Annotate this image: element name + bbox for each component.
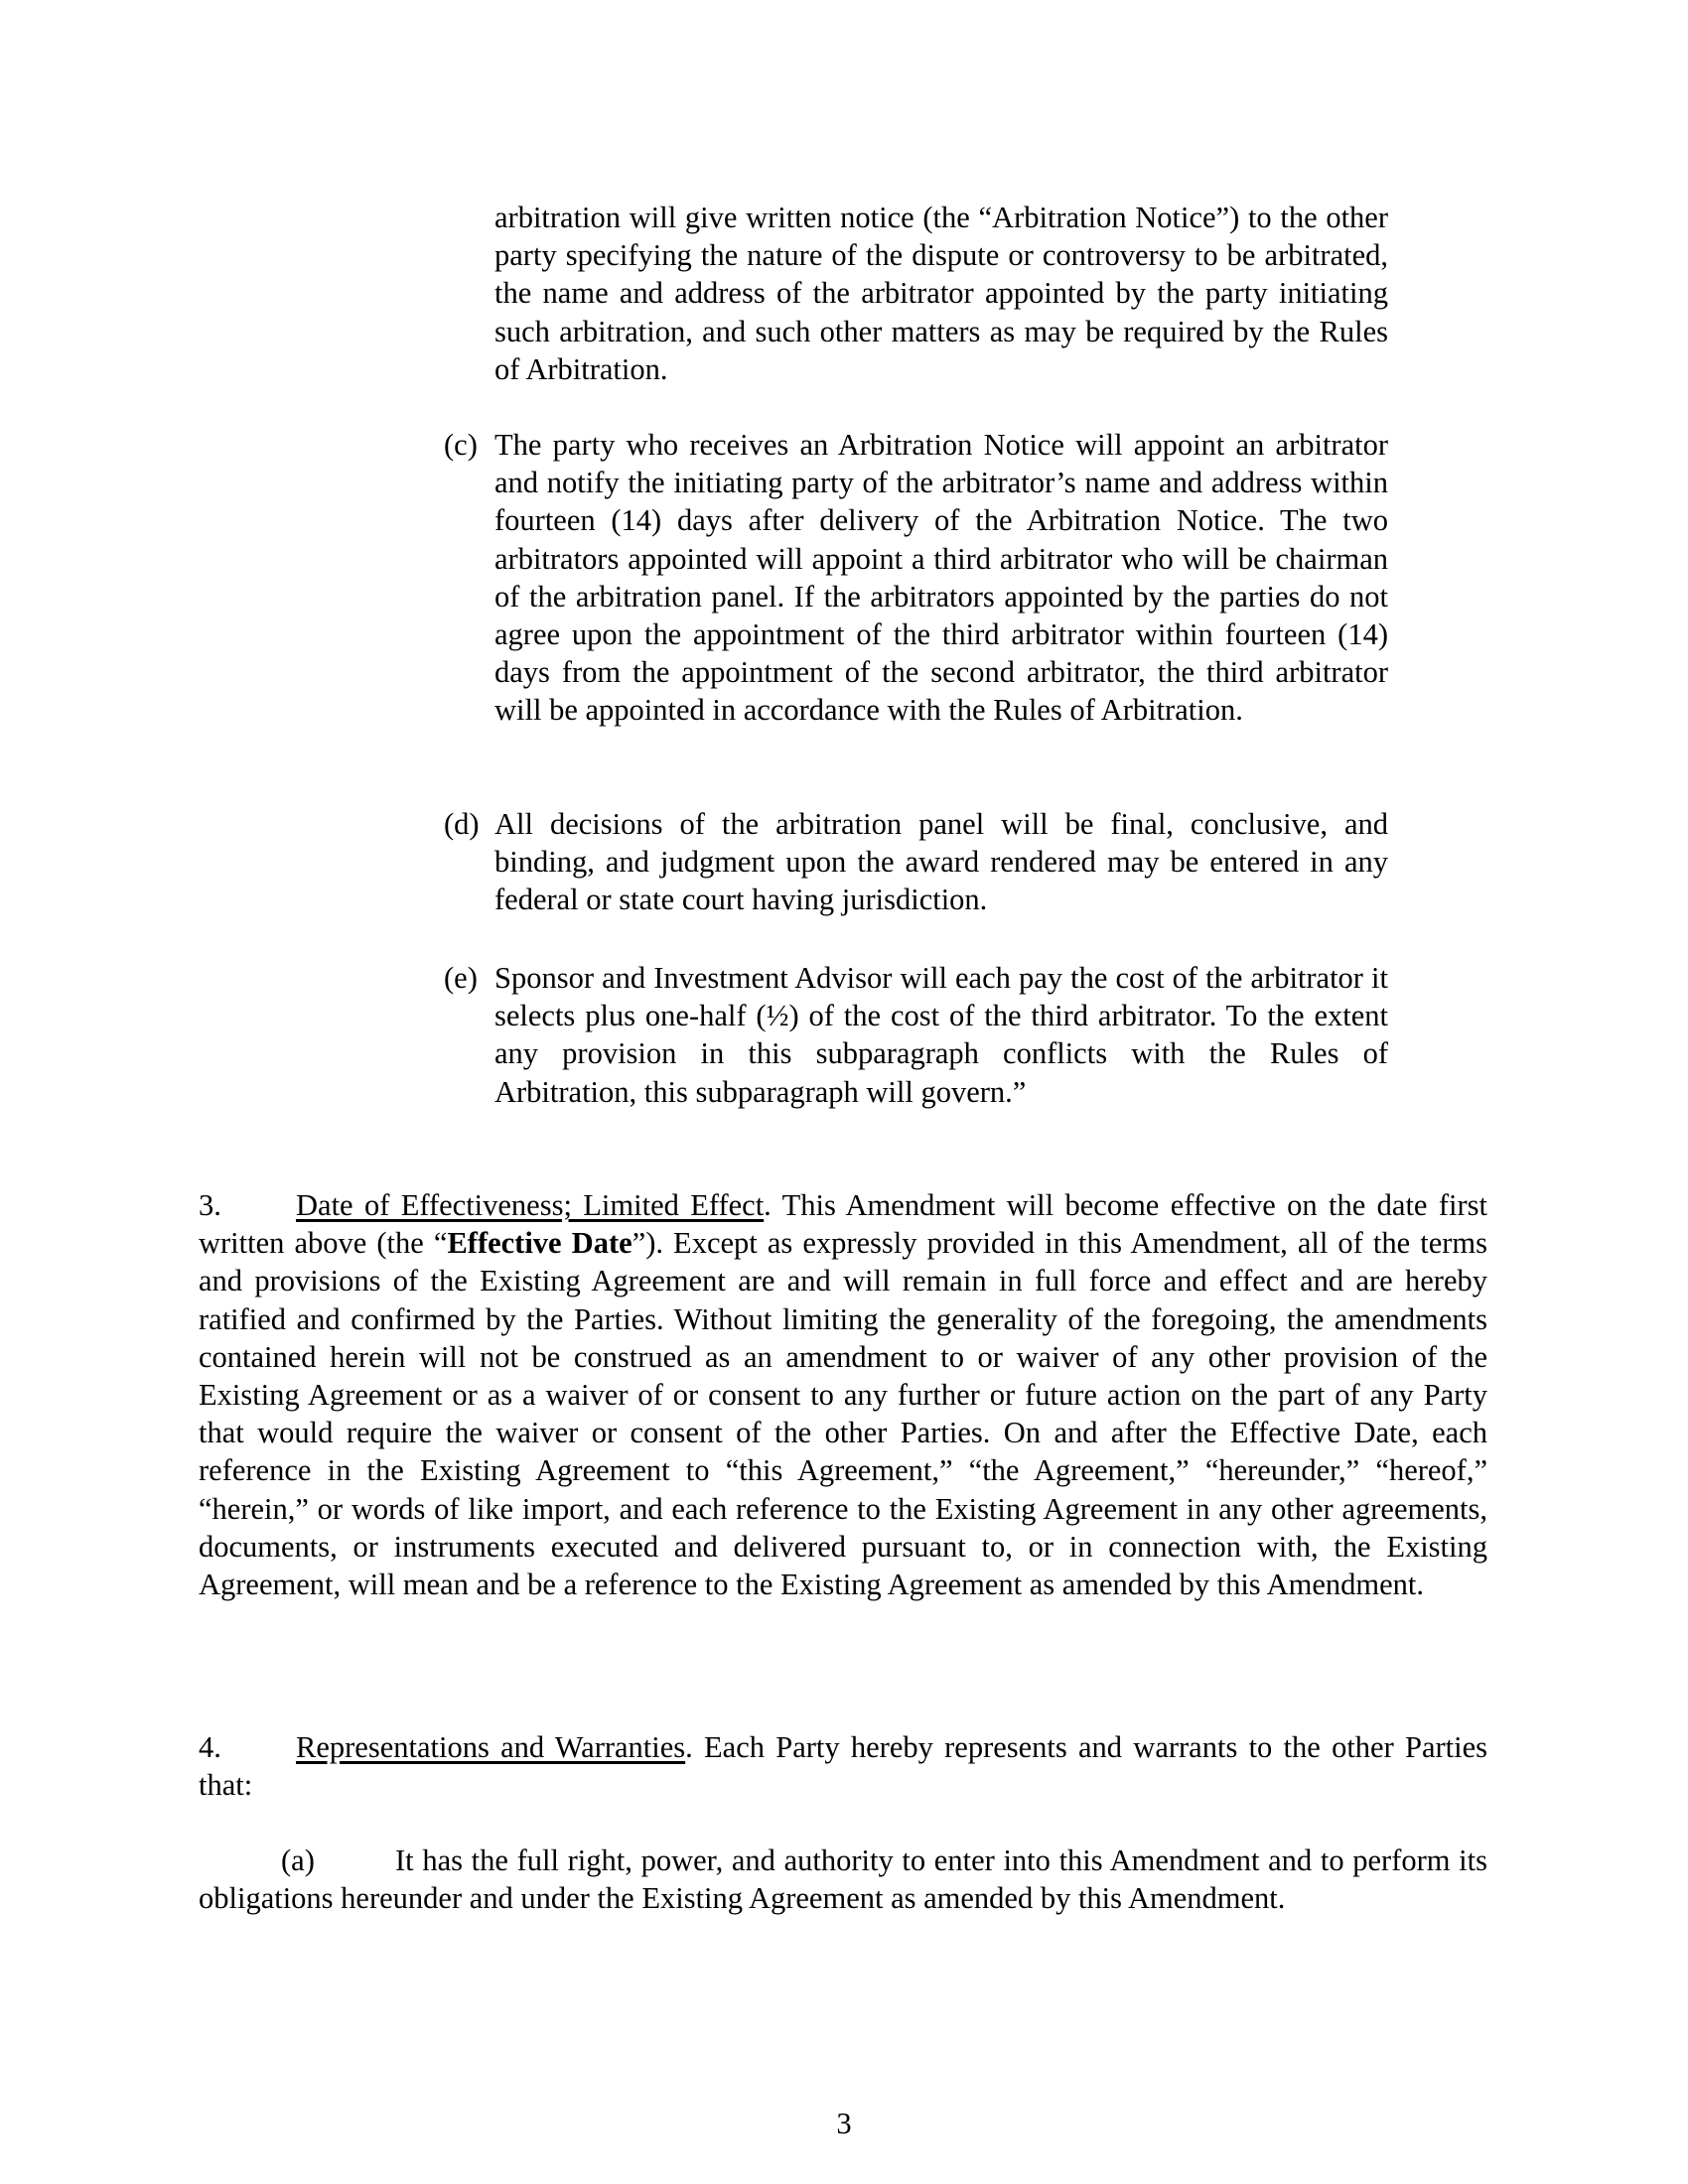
- section-3: [199, 1186, 1487, 1603]
- subparagraph-d: [444, 805, 1388, 919]
- subparagraph-c-marker: (c): [444, 428, 478, 462]
- section-4-text: . Each Party hereby represents and warrants to the other Parties that:: [199, 1730, 1487, 1803]
- subparagraph-c: [444, 426, 1388, 730]
- section-3-heading: Date of Effectiveness; Limited Effect: [296, 1188, 765, 1222]
- paragraph-4a-marker: (a): [281, 1843, 315, 1877]
- section-4-number: 4.: [199, 1730, 221, 1764]
- subparagraph-d-marker: (d): [444, 807, 480, 841]
- subparagraph-e: [444, 959, 1388, 1111]
- section-3-text-before-term: . This Amendment will become effective on the date first written above (the “: [199, 1188, 1487, 1261]
- effective-date-defined-term: Effective Date: [447, 1226, 633, 1261]
- paragraph-4a-text: It has the full right, power, and authority to enter into this Amendment and to perform its obligations hereunder and under the Existing Agreement as amended by this Amendment.: [199, 1843, 1487, 1916]
- section-4: [199, 1728, 1487, 1804]
- section-3-text-after-term: ”). Except as expressly provided in this Amendment, all of the terms and provisions of the Existing Agreement are and will remain in full force and effect and are hereby ratified and confirmed by the Parties. Without limiting the generality of the foregoing, the amendments contained herein will not be construed as an amendment to or waiver of any other provision of the Existing Agreement or as a waiver of or consent to any further or future action on the part of any Party that would require the waiver or consent of the other Parties. On and after the Effective Date, each reference in the Existing Agreement to “this Agreement,” “the Agreement,” “hereunder,” “hereof,” “herein,” or words of like import, and each reference to the Existing Agreement in any other agreements, documents, or instruments executed and delivered pursuant to, or in connection with, the Existing Agreement, will mean and be a reference to the Existing Agreement as amended by this Amendment.: [199, 1226, 1488, 1602]
- section-4-heading: Representations and Warranties: [296, 1730, 686, 1764]
- page-number: 3: [836, 2107, 852, 2140]
- subparagraph-d-text: All decisions of the arbitration panel will be final, conclusive, and binding, and judgment upon the award rendered may be entered in any federal or state court having jurisdiction.: [494, 807, 1388, 917]
- section-3-number: 3.: [199, 1188, 221, 1222]
- subparagraph-c-text: The party who receives an Arbitration Notice will appoint an arbitrator and notify the initiating party of the arbitrator’s name and address within fourteen (14) days after delivery of the Arbitration Notice. The two arbitrators appointed will appoint a third arbitrator who will be chairman of the arbitration panel. If the arbitrators appointed by the parties do not agree upon the appointment of the third arbitrator within fourteen (14) days from the appointment of the second arbitrator, the third arbitrator will be appointed in accordance with the Rules of Arbitration.: [494, 428, 1388, 728]
- subparagraph-b-continuation: arbitration will give written notice (the “Arbitration Notice”) to the other party specifying the nature of the dispute or controversy to be arbitrated, the name and address of the arbitrator appointed by the party initiating such arbitration, and such other matters as may be required by the Rules of Arbitration.: [494, 201, 1388, 386]
- subparagraph-e-text: Sponsor and Investment Advisor will each pay the cost of the arbitrator it selects plus one-half (½) of the cost of the third arbitrator. To the extent any provision in this subparagraph conflicts with the Rules of Arbitration, this subparagraph will govern.”: [494, 961, 1388, 1109]
- subparagraph-e-marker: (e): [444, 961, 478, 995]
- paragraph-4a: [199, 1842, 1487, 1917]
